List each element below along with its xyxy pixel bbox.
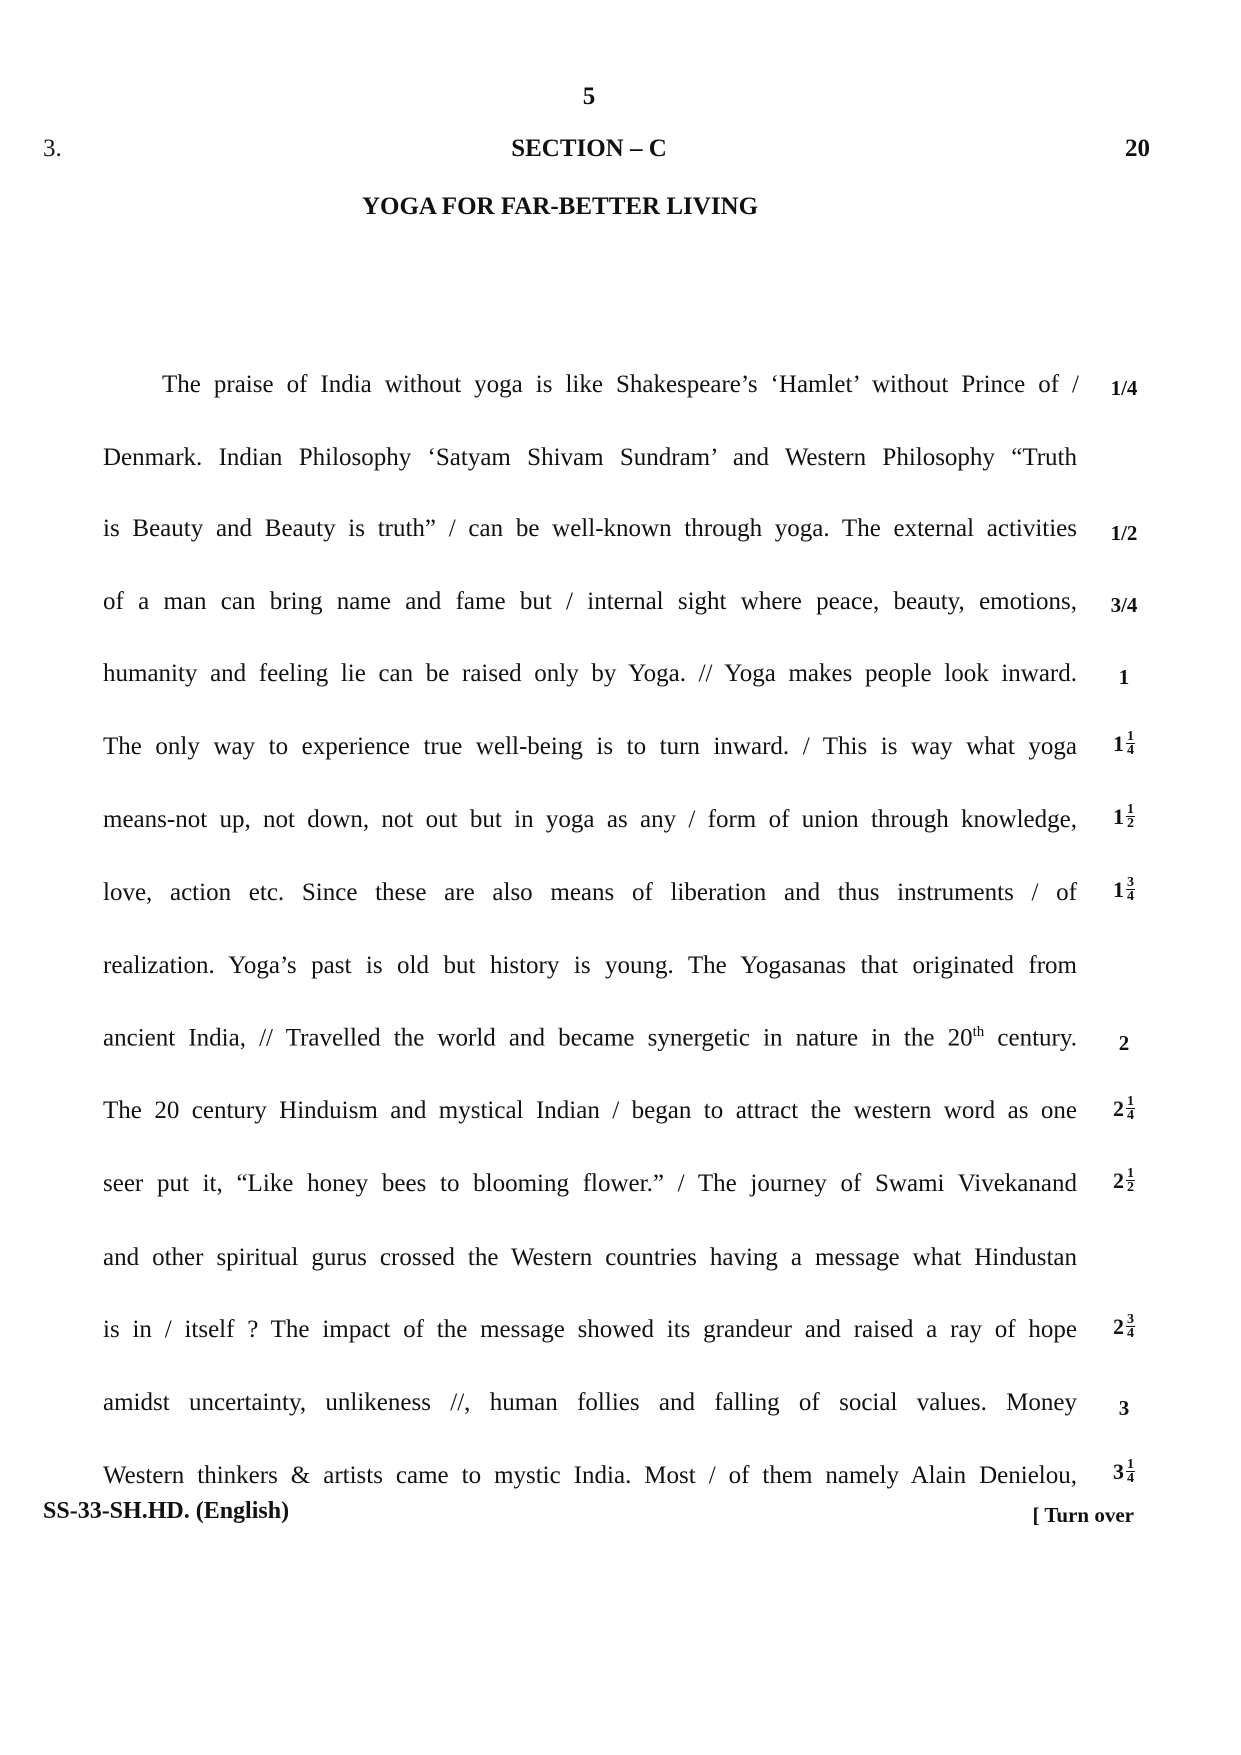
mark-fraction (1082, 803, 1166, 830)
passage-line: amidst uncertainty, unlikeness //, human follies and falling of social values. Money (103, 1389, 1077, 1416)
mark-numerator: 1 (1127, 802, 1134, 817)
passage-line: Western thinkers & artists came to mystic India. Most / of them namely Alain Denielou, (103, 1462, 1077, 1489)
mark-whole: 1 (1113, 803, 1124, 829)
mark-label: 3 (1118, 1396, 1130, 1420)
mark-numerator: 1 (1127, 1094, 1134, 1109)
passage-line: of a man can bring name and fame but / internal sight where peace, beauty, emotions, (103, 588, 1077, 615)
mark-fraction (1082, 1095, 1166, 1122)
mark-whole: 2 (1113, 1313, 1124, 1339)
page-number: 5 (582, 83, 596, 110)
mark-whole: 2 (1113, 1095, 1124, 1121)
passage-line-with-superscript (103, 1024, 1077, 1052)
mark-denominator: 4 (1127, 889, 1134, 904)
passage-line: realization. Yoga’s past is old but history is young. The Yogasanas that originated from (103, 952, 1077, 979)
mark-fraction (1082, 876, 1166, 903)
mark-numerator: 1 (1127, 1166, 1134, 1181)
mark-denominator: 2 (1127, 1180, 1134, 1195)
mark-denominator: 4 (1127, 743, 1134, 758)
mark-whole: 1 (1113, 730, 1124, 756)
mark-numerator: 3 (1127, 1312, 1134, 1327)
mark-fraction (1082, 730, 1166, 757)
mark-label: 1/4 (1110, 376, 1138, 400)
mark-fraction (1082, 1167, 1166, 1194)
line-text: ancient India, // Travelled the world and became synergetic in nature in the 20 (103, 1024, 973, 1052)
mark-numerator: 1 (1127, 729, 1134, 744)
mark-label: 2 (1118, 1031, 1130, 1055)
mark-denominator: 4 (1127, 1471, 1134, 1486)
mark-denominator: 4 (1127, 1108, 1134, 1123)
passage-line: The praise of India without yoga is like Shakespeare’s ‘Hamlet’ without Prince of / (162, 371, 1079, 398)
question-number: 3. (43, 135, 62, 162)
mark-label: 3/4 (1110, 593, 1138, 617)
passage-line: The 20 century Hinduism and mystical Indian / began to attract the western word as one (103, 1097, 1077, 1124)
paper-code: SS-33-SH.HD. (English) (43, 1498, 290, 1524)
passage-line: seer put it, “Like honey bees to blooming flower.” / The journey of Swami Vivekanand (103, 1170, 1077, 1197)
mark-label: 1 (1118, 665, 1130, 689)
section-heading: SECTION – C (511, 135, 667, 162)
passage-line: The only way to experience true well-being is to turn inward. / This is way what yoga (103, 733, 1077, 760)
mark-denominator: 2 (1127, 816, 1134, 831)
mark-whole: 3 (1113, 1458, 1124, 1484)
mark-fraction (1082, 1313, 1166, 1340)
passage-line: humanity and feeling lie can be raised only by Yoga. // Yoga makes people look inward. (103, 660, 1077, 687)
mark-numerator: 3 (1127, 875, 1134, 890)
passage-line: love, action etc. Since these are also means of liberation and thus instruments / of (103, 879, 1077, 906)
mark-fraction (1082, 1458, 1166, 1485)
mark-label: 1/2 (1110, 521, 1138, 545)
passage-title: YOGA FOR FAR-BETTER LIVING (361, 193, 759, 220)
turn-over-label: [ Turn over (1032, 1503, 1134, 1527)
passage-line: is Beauty and Beauty is truth” / can be well-known through yoga. The external activities (103, 515, 1077, 542)
passage-line: Denmark. Indian Philosophy ‘Satyam Shivam Sundram’ and Western Philosophy “Truth (103, 444, 1077, 471)
total-marks: 20 (1125, 135, 1150, 162)
passage-line: and other spiritual gurus crossed the Western countries having a message what Hindustan (103, 1244, 1077, 1271)
mark-numerator: 1 (1127, 1457, 1134, 1472)
passage-line: means-not up, not down, not out but in yoga as any / form of union through knowledge, (103, 806, 1077, 833)
mark-whole: 1 (1113, 876, 1124, 902)
line-text: century. (984, 1024, 1078, 1052)
mark-denominator: 4 (1127, 1326, 1134, 1341)
ordinal-superscript: th (972, 1024, 985, 1040)
mark-whole: 2 (1113, 1167, 1124, 1193)
passage-line: is in / itself ? The impact of the message showed its grandeur and raised a ray of hope (103, 1316, 1077, 1343)
